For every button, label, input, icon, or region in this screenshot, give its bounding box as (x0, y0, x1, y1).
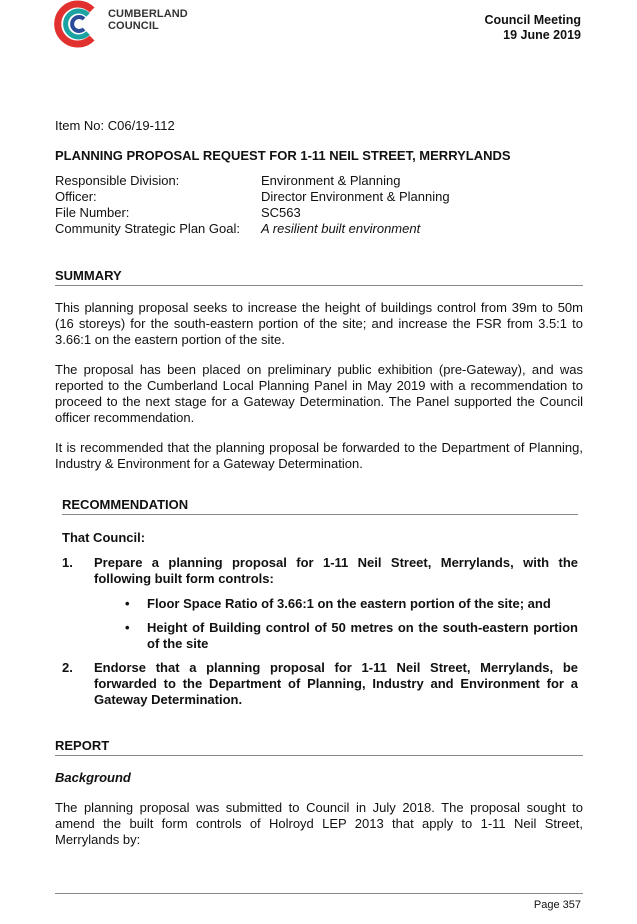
report-paragraph: The planning proposal was submitted to Council in July 2018. The proposal sought to amend the built form controls of Holroyd LEP 2013 that apply to 1-11 Neil Street, Merrylands by: (55, 800, 583, 847)
logo-line2: COUNCIL (108, 20, 159, 32)
meta-row (55, 205, 450, 221)
report-heading: REPORT (55, 738, 110, 753)
summary-paragraph-2: The proposal has been placed on preliminary public exhibition (pre-Gateway), and was reported to the Cumberland Local Planning Panel in May 2019 with a recommendation to proceed to the next stage for a Gateway Determination. The Panel supported the Council officer recommendation. (55, 362, 583, 425)
recommendation-bullet (125, 596, 578, 612)
meta-value: Environment & Planning (261, 173, 401, 188)
meeting-title: Council Meeting (484, 13, 581, 27)
recommendation-heading: RECOMMENDATION (62, 497, 189, 512)
page-number: Page 357 (533, 899, 581, 911)
meta-row (55, 189, 450, 205)
meeting-date: 19 June 2019 (503, 28, 581, 42)
logo-c-icon (52, 0, 102, 48)
summary-rule (55, 285, 583, 286)
recommendation-item-1 (62, 555, 578, 587)
summary-heading: SUMMARY (55, 268, 122, 283)
recommendation-item-2 (62, 660, 578, 708)
meta-label: Community Strategic Plan Goal: (55, 221, 240, 236)
recommendation-bullet (125, 620, 578, 652)
meta-label: Responsible Division: (55, 173, 180, 188)
meta-value: Director Environment & Planning (261, 189, 450, 204)
recommendation-intro: That Council: (62, 530, 146, 545)
recommendation-rule (62, 514, 578, 515)
logo-text (108, 8, 188, 32)
report-title: PLANNING PROPOSAL REQUEST FOR 1-11 NEIL STREET, MERRYLANDS (55, 148, 511, 163)
item-number: 2. (62, 660, 73, 675)
logo-line1: CUMBERLAND (108, 8, 188, 20)
meeting-header (484, 13, 581, 43)
background-subheading: Background (55, 770, 131, 785)
bullet-icon: • (125, 596, 130, 611)
summary-paragraph-1: This planning proposal seeks to increase the height of buildings control from 39m to 50m (16 storeys) for the south-eastern portion of the site; and increase the FSR from 3.5:1 to 3.66:1 on the eastern portion of the site. (55, 300, 583, 347)
report-rule (55, 755, 583, 756)
meta-table (55, 173, 450, 237)
item-text: Prepare a planning proposal for 1-11 Neil Street, Merrylands, with the following built form controls: (94, 555, 578, 586)
meta-label: Officer: (55, 189, 97, 204)
meta-value: A resilient built environment (261, 221, 421, 236)
bullet-text: Floor Space Ratio of 3.66:1 on the eastern portion of the site; and (147, 596, 551, 611)
meta-label: File Number: (55, 205, 130, 220)
item-text: Endorse that a planning proposal for 1-11 Neil Street, Merrylands, be forwarded to the Department of Planning, Industry and Environment for a Gateway Determination. (94, 660, 578, 707)
meta-row (55, 221, 450, 237)
footer-rule (55, 893, 583, 894)
item-number: Item No: C06/19-112 (55, 118, 175, 133)
item-number: 1. (62, 555, 73, 570)
meta-row (55, 173, 450, 189)
bullet-text: Height of Building control of 50 metres on the south-eastern portion of the site (147, 620, 578, 651)
cumberland-council-logo (52, 0, 202, 48)
bullet-icon: • (125, 620, 130, 635)
summary-paragraph-3: It is recommended that the planning proposal be forwarded to the Department of Planning, Industry & Environment for a Gateway Determination. (55, 440, 583, 471)
meta-value: SC563 (261, 205, 301, 220)
